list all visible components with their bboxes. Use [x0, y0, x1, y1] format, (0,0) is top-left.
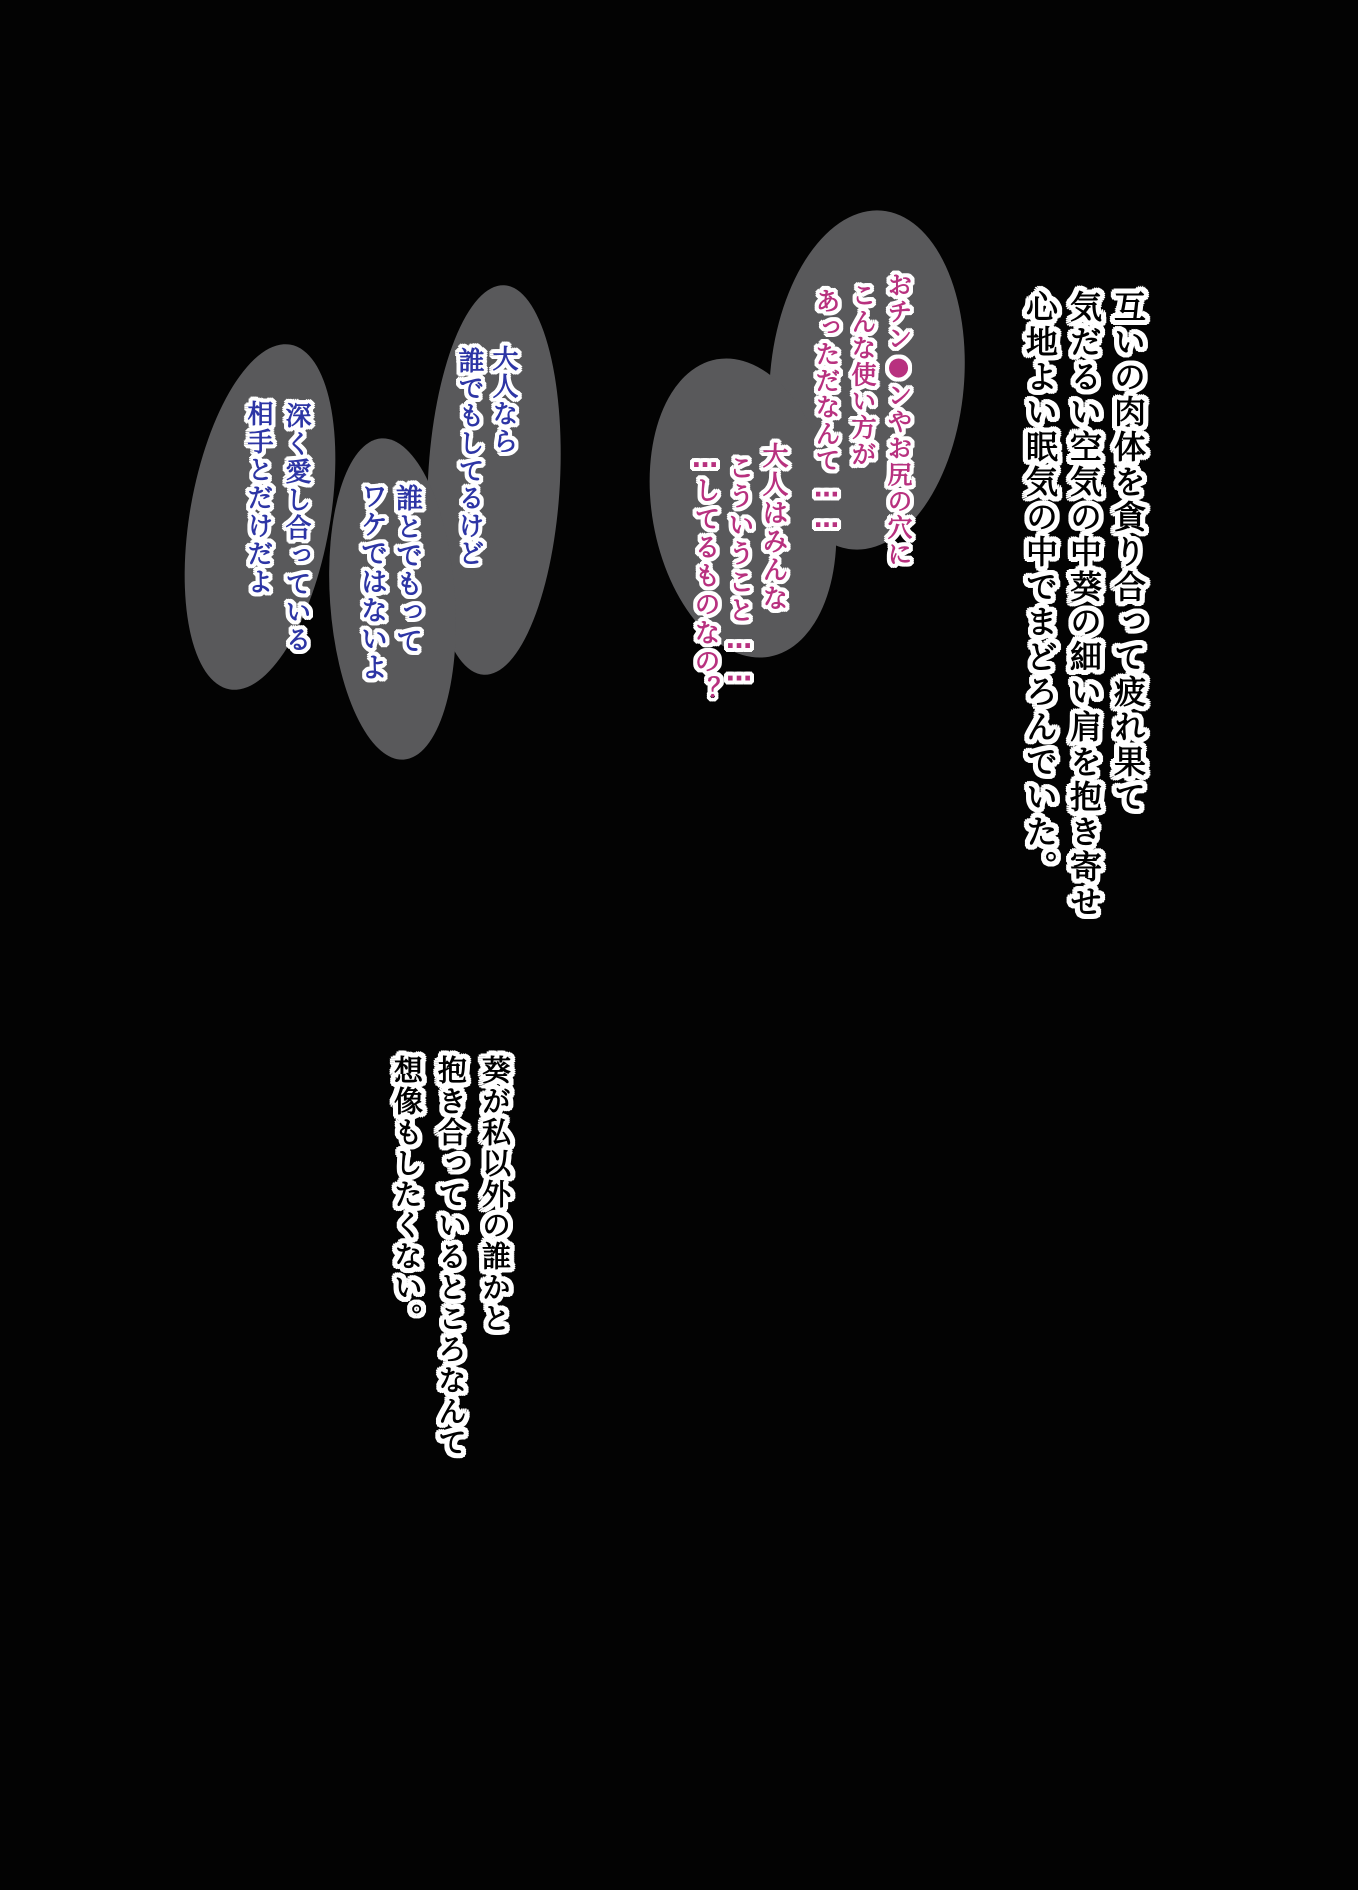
- narration-line: 互いの肉体を貪り合って疲れ果て: [1109, 290, 1147, 815]
- dialogue-line: ワケではないよ: [356, 482, 387, 682]
- dialogue-left-left: [239, 400, 315, 655]
- narration-line: 気だるい空気の中葵の細い肩を抱き寄せ: [1065, 290, 1103, 920]
- dialogue-left-middle: [354, 482, 424, 692]
- dialogue-line: 誰でもしてるけど: [454, 347, 484, 567]
- dialogue-line: こんな使い方が: [848, 282, 877, 468]
- dialogue-line: …してるものなの？: [690, 444, 720, 705]
- dialogue-line: 大人なら: [488, 345, 518, 455]
- narration-line: 抱き合っているところなんて: [434, 1055, 468, 1458]
- narration-line: 想像もしたくない。: [390, 1055, 424, 1334]
- dialogue-line: 大人はみんな: [758, 442, 788, 613]
- dialogue-left-right: [452, 345, 520, 580]
- dialogue-line: 深く愛し合っている: [281, 402, 311, 654]
- dialogue-line: 相手とだけだよ: [243, 400, 273, 596]
- narration-line: 心地よい眠気の中でまどろんでいた。: [1021, 290, 1059, 885]
- dialogue-right-lower: [688, 442, 790, 705]
- narration-block-top: [1018, 290, 1150, 970]
- dialogue-line: おチン●ンやお尻の穴に: [884, 272, 913, 568]
- narration-line: 葵が私以外の誰かと: [478, 1055, 512, 1334]
- dialogue-line: 誰とでもって: [391, 484, 422, 655]
- dialogue-line: こういうこと……: [724, 454, 754, 690]
- dialogue-line: あっただなんて……: [812, 288, 841, 535]
- narration-block-bottom: [385, 1055, 517, 1485]
- dialogue-right-upper: [808, 272, 916, 582]
